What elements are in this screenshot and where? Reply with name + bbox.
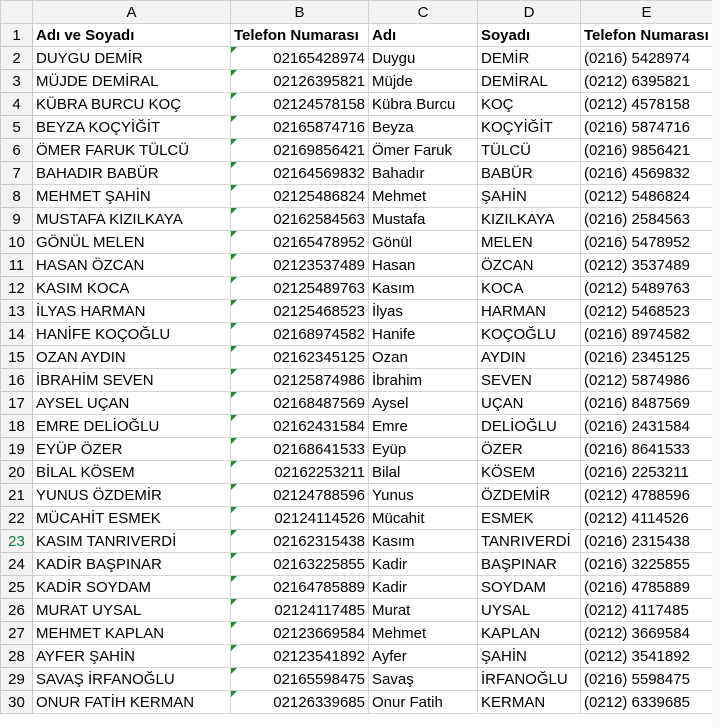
table-row — [1, 507, 713, 530]
cell-e[interactable]: (0212) 3541892 — [581, 645, 713, 668]
column-header-c[interactable]: C — [369, 1, 478, 24]
row-header[interactable]: 24 — [1, 553, 33, 576]
table-row — [1, 47, 713, 70]
row-header[interactable]: 25 — [1, 576, 33, 599]
cell-b[interactable] — [231, 208, 369, 231]
cell-e[interactable]: (0216) 4785889 — [581, 576, 713, 599]
table-row — [1, 162, 713, 185]
cell-e[interactable]: (0216) 3225855 — [581, 553, 713, 576]
cell-e[interactable]: (0212) 5486824 — [581, 185, 713, 208]
cell-c[interactable]: Onur Fatih — [369, 691, 478, 714]
cell-value: 02123537489 — [273, 256, 365, 274]
number-as-text-indicator — [231, 507, 237, 513]
cell-c[interactable]: Duygu — [369, 47, 478, 70]
row-header[interactable]: 3 — [1, 70, 33, 93]
number-as-text-indicator — [231, 254, 237, 260]
cell-d[interactable]: KÖSEM — [478, 461, 581, 484]
cell-e[interactable]: (0216) 2584563 — [581, 208, 713, 231]
number-as-text-indicator — [231, 323, 237, 329]
cell-d[interactable]: SEVEN — [478, 369, 581, 392]
cell-value: 02164569832 — [273, 164, 365, 182]
cell-b[interactable] — [231, 139, 369, 162]
cell-b[interactable] — [231, 415, 369, 438]
cell-b[interactable] — [231, 277, 369, 300]
cell-b[interactable] — [231, 300, 369, 323]
row-header[interactable]: 29 — [1, 668, 33, 691]
cell-c[interactable]: Kadir — [369, 553, 478, 576]
cell-b[interactable] — [231, 116, 369, 139]
cell-a[interactable]: HANİFE KOÇOĞLU — [33, 323, 231, 346]
cell-a[interactable]: HASAN ÖZCAN — [33, 254, 231, 277]
cell-a[interactable]: KASIM TANRIVERDİ — [33, 530, 231, 553]
cell-d[interactable]: TANRIVERDİ — [478, 530, 581, 553]
cell-c[interactable]: Ozan — [369, 346, 478, 369]
number-as-text-indicator — [231, 438, 237, 444]
cell-b[interactable] — [231, 392, 369, 415]
number-as-text-indicator — [231, 530, 237, 536]
table-row — [1, 530, 713, 553]
cell-c[interactable]: İlyas — [369, 300, 478, 323]
row-header[interactable]: 20 — [1, 461, 33, 484]
cell-c[interactable]: Ayfer — [369, 645, 478, 668]
cell-b[interactable] — [231, 461, 369, 484]
cell-e[interactable]: (0212) 5874986 — [581, 369, 713, 392]
number-as-text-indicator — [231, 691, 237, 697]
cell-e[interactable]: (0216) 8974582 — [581, 323, 713, 346]
cell-value: 02124788596 — [273, 486, 365, 504]
number-as-text-indicator — [231, 622, 237, 628]
table-row — [1, 185, 713, 208]
cell-e[interactable]: (0212) 5468523 — [581, 300, 713, 323]
number-as-text-indicator — [231, 599, 237, 605]
cell-d[interactable]: ŞAHİN — [478, 645, 581, 668]
row-header[interactable]: 9 — [1, 208, 33, 231]
cell-value: 02165874716 — [273, 118, 365, 136]
cell-c[interactable]: Yunus — [369, 484, 478, 507]
row-header[interactable]: 16 — [1, 369, 33, 392]
cell-a[interactable]: MUSTAFA KIZILKAYA — [33, 208, 231, 231]
row-header[interactable]: 1 — [1, 24, 33, 47]
cell-a[interactable]: MURAT UYSAL — [33, 599, 231, 622]
row-header[interactable]: 30 — [1, 691, 33, 714]
cell-c[interactable]: Mustafa — [369, 208, 478, 231]
cell-e[interactable]: (0212) 6339685 — [581, 691, 713, 714]
cell-value: 02168487569 — [273, 394, 365, 412]
cell-value: 02165428974 — [273, 49, 365, 67]
table-row — [1, 438, 713, 461]
row-header[interactable]: 17 — [1, 392, 33, 415]
cell-value: 02165478952 — [273, 233, 365, 251]
cell-d[interactable]: UYSAL — [478, 599, 581, 622]
cell-c[interactable]: Kasım — [369, 277, 478, 300]
table-row — [1, 415, 713, 438]
cell-value: 02164785889 — [273, 578, 365, 596]
column-header-b[interactable]: B — [231, 1, 369, 24]
cell-value: 02126395821 — [273, 72, 365, 90]
cell-d[interactable]: AYDIN — [478, 346, 581, 369]
cell-value: 02123669584 — [273, 624, 365, 642]
table-row — [1, 254, 713, 277]
cell-c[interactable]: Kadir — [369, 576, 478, 599]
select-all-corner[interactable] — [1, 1, 33, 24]
cell-c[interactable]: Gönül — [369, 231, 478, 254]
cell-d[interactable]: DELİOĞLU — [478, 415, 581, 438]
cell-value: 02125874986 — [273, 371, 365, 389]
cell-a[interactable]: MEHMET ŞAHİN — [33, 185, 231, 208]
number-as-text-indicator — [231, 93, 237, 99]
number-as-text-indicator — [231, 461, 237, 467]
cell-d[interactable]: UÇAN — [478, 392, 581, 415]
number-as-text-indicator — [231, 139, 237, 145]
cell-b[interactable] — [231, 507, 369, 530]
cell-c[interactable]: Emre — [369, 415, 478, 438]
cell-c[interactable]: Ömer Faruk — [369, 139, 478, 162]
cell-b[interactable] — [231, 254, 369, 277]
column-header-d[interactable]: D — [478, 1, 581, 24]
cell-d[interactable]: KOÇYİĞİT — [478, 116, 581, 139]
cell-e[interactable]: (0216) 2345125 — [581, 346, 713, 369]
row-header[interactable]: 23 — [1, 530, 33, 553]
cell-value: 02168641533 — [273, 440, 365, 458]
number-as-text-indicator — [231, 484, 237, 490]
cell-value: 02125468523 — [273, 302, 365, 320]
cell-b[interactable] — [231, 162, 369, 185]
vertical-scrollbar[interactable] — [712, 0, 720, 728]
table-row — [1, 369, 713, 392]
table-row — [1, 93, 713, 116]
cell-value: 02169856421 — [273, 141, 365, 159]
cell-c1[interactable]: Adı — [369, 24, 478, 47]
cell-b1[interactable]: Telefon Numarası — [231, 24, 369, 47]
cell-a[interactable]: AYFER ŞAHİN — [33, 645, 231, 668]
cell-c[interactable]: Kasım — [369, 530, 478, 553]
row-header[interactable]: 12 — [1, 277, 33, 300]
number-as-text-indicator — [231, 300, 237, 306]
cell-e[interactable]: (0212) 6395821 — [581, 70, 713, 93]
cell-value: 02165598475 — [273, 670, 365, 688]
cell-c[interactable]: Mehmet — [369, 185, 478, 208]
cell-b[interactable] — [231, 70, 369, 93]
cell-b[interactable] — [231, 622, 369, 645]
row-header[interactable]: 4 — [1, 93, 33, 116]
cell-value: 02125489763 — [273, 279, 365, 297]
cell-value: 02162253211 — [274, 463, 365, 481]
row-header[interactable]: 14 — [1, 323, 33, 346]
table-row — [1, 645, 713, 668]
cell-d[interactable]: BAŞPINAR — [478, 553, 581, 576]
cell-d[interactable]: BABÜR — [478, 162, 581, 185]
number-as-text-indicator — [231, 553, 237, 559]
number-as-text-indicator — [231, 415, 237, 421]
cell-e[interactable]: (0216) 5428974 — [581, 47, 713, 70]
cell-value: 02163225855 — [273, 555, 365, 573]
cell-d[interactable]: KOÇ — [478, 93, 581, 116]
cell-e[interactable]: (0216) 4569832 — [581, 162, 713, 185]
cell-e1[interactable]: Telefon Numarası — [581, 24, 713, 47]
cell-a[interactable]: SAVAŞ İRFANOĞLU — [33, 668, 231, 691]
table-row — [1, 691, 713, 714]
table-row — [1, 576, 713, 599]
cell-a[interactable]: KASIM KOCA — [33, 277, 231, 300]
cell-d[interactable]: İRFANOĞLU — [478, 668, 581, 691]
table-row — [1, 208, 713, 231]
cell-a[interactable]: BEYZA KOÇYİĞİT — [33, 116, 231, 139]
cell-d1[interactable]: Soyadı — [478, 24, 581, 47]
cell-c[interactable]: İbrahim — [369, 369, 478, 392]
cell-d[interactable]: ESMEK — [478, 507, 581, 530]
row-header[interactable]: 15 — [1, 346, 33, 369]
number-as-text-indicator — [231, 162, 237, 168]
cell-e[interactable]: (0216) 2431584 — [581, 415, 713, 438]
table-row — [1, 139, 713, 162]
cell-c[interactable]: Mücahit — [369, 507, 478, 530]
table-row — [1, 300, 713, 323]
table-row — [1, 622, 713, 645]
cell-c[interactable]: Bilal — [369, 461, 478, 484]
row-header[interactable]: 28 — [1, 645, 33, 668]
cell-b[interactable] — [231, 691, 369, 714]
cell-b[interactable] — [231, 645, 369, 668]
cell-d[interactable]: HARMAN — [478, 300, 581, 323]
cell-c[interactable]: Murat — [369, 599, 478, 622]
cell-e[interactable]: (0212) 4578158 — [581, 93, 713, 116]
cell-value: 02162431584 — [273, 417, 365, 435]
cell-b[interactable] — [231, 484, 369, 507]
number-as-text-indicator — [231, 70, 237, 76]
number-as-text-indicator — [231, 346, 237, 352]
cell-e[interactable]: (0212) 4114526 — [581, 507, 713, 530]
number-as-text-indicator — [231, 231, 237, 237]
cell-d[interactable]: ÖZER — [478, 438, 581, 461]
row-header[interactable]: 13 — [1, 300, 33, 323]
table-row — [1, 277, 713, 300]
cell-a[interactable]: MÜCAHİT ESMEK — [33, 507, 231, 530]
cell-a[interactable]: EYÜP ÖZER — [33, 438, 231, 461]
cell-b[interactable] — [231, 530, 369, 553]
cell-e[interactable]: (0216) 5598475 — [581, 668, 713, 691]
cell-b[interactable] — [231, 47, 369, 70]
table-row — [1, 116, 713, 139]
column-header-a[interactable]: A — [33, 1, 231, 24]
cell-e[interactable]: (0216) 5478952 — [581, 231, 713, 254]
cell-e[interactable]: (0216) 9856421 — [581, 139, 713, 162]
cell-value: 02123541892 — [273, 647, 365, 665]
cell-e[interactable]: (0216) 5874716 — [581, 116, 713, 139]
cell-c[interactable]: Savaş — [369, 668, 478, 691]
row-header[interactable]: 21 — [1, 484, 33, 507]
table-row — [1, 346, 713, 369]
table-row — [1, 599, 713, 622]
cell-a1[interactable]: Adı ve Soyadı — [33, 24, 231, 47]
row-header[interactable]: 5 — [1, 116, 33, 139]
header-row — [1, 24, 713, 47]
table-row — [1, 461, 713, 484]
cell-value: 02168974582 — [273, 325, 365, 343]
cell-d[interactable]: DEMİR — [478, 47, 581, 70]
cell-c[interactable]: Hanife — [369, 323, 478, 346]
cell-e[interactable]: (0212) 5489763 — [581, 277, 713, 300]
cell-e[interactable]: (0212) 4117485 — [581, 599, 713, 622]
cell-d[interactable]: KOCA — [478, 277, 581, 300]
table-row — [1, 323, 713, 346]
cell-a[interactable]: İLYAS HARMAN — [33, 300, 231, 323]
row-header[interactable]: 18 — [1, 415, 33, 438]
cell-value: 02124578158 — [273, 95, 365, 113]
number-as-text-indicator — [231, 185, 237, 191]
cell-b[interactable] — [231, 323, 369, 346]
table-row — [1, 484, 713, 507]
row-header[interactable]: 26 — [1, 599, 33, 622]
cell-b[interactable] — [231, 185, 369, 208]
cell-a[interactable]: GÖNÜL MELEN — [33, 231, 231, 254]
cell-e[interactable]: (0212) 3669584 — [581, 622, 713, 645]
cell-value: 02124117485 — [274, 601, 365, 619]
column-header-e[interactable]: E — [581, 1, 713, 24]
cell-a[interactable]: DUYGU DEMİR — [33, 47, 231, 70]
row-header[interactable]: 10 — [1, 231, 33, 254]
cell-d[interactable]: ÖZDEMİR — [478, 484, 581, 507]
cell-d[interactable]: TÜLCÜ — [478, 139, 581, 162]
cell-b[interactable] — [231, 369, 369, 392]
row-header[interactable]: 19 — [1, 438, 33, 461]
number-as-text-indicator — [231, 645, 237, 651]
table-row — [1, 231, 713, 254]
cell-a[interactable]: KADİR BAŞPINAR — [33, 553, 231, 576]
cell-c[interactable]: Aysel — [369, 392, 478, 415]
row-header[interactable]: 6 — [1, 139, 33, 162]
row-header[interactable]: 11 — [1, 254, 33, 277]
cell-b[interactable] — [231, 599, 369, 622]
number-as-text-indicator — [231, 277, 237, 283]
cell-d[interactable]: KAPLAN — [478, 622, 581, 645]
cell-e[interactable]: (0216) 2315438 — [581, 530, 713, 553]
cell-a[interactable]: BİLAL KÖSEM — [33, 461, 231, 484]
cell-c[interactable]: Mehmet — [369, 622, 478, 645]
cell-e[interactable]: (0216) 8641533 — [581, 438, 713, 461]
cell-c[interactable]: Hasan — [369, 254, 478, 277]
cell-a[interactable]: KADİR SOYDAM — [33, 576, 231, 599]
cell-a[interactable]: BAHADIR BABÜR — [33, 162, 231, 185]
cell-d[interactable]: MELEN — [478, 231, 581, 254]
cell-a[interactable]: ONUR FATİH KERMAN — [33, 691, 231, 714]
row-header[interactable]: 22 — [1, 507, 33, 530]
cell-d[interactable]: KIZILKAYA — [478, 208, 581, 231]
cell-a[interactable]: MÜJDE DEMİRAL — [33, 70, 231, 93]
cell-b[interactable] — [231, 93, 369, 116]
cell-b[interactable] — [231, 346, 369, 369]
cell-a[interactable]: MEHMET KAPLAN — [33, 622, 231, 645]
cell-value: 02162315438 — [273, 532, 365, 550]
number-as-text-indicator — [231, 47, 237, 53]
table-row — [1, 553, 713, 576]
cell-d[interactable]: ŞAHİN — [478, 185, 581, 208]
table-row — [1, 70, 713, 93]
cell-d[interactable]: KERMAN — [478, 691, 581, 714]
cell-c[interactable]: Kübra Burcu — [369, 93, 478, 116]
number-as-text-indicator — [231, 369, 237, 375]
row-header[interactable]: 7 — [1, 162, 33, 185]
cell-value: 02162584563 — [273, 210, 365, 228]
cell-d[interactable]: ÖZCAN — [478, 254, 581, 277]
cell-value: 02162345125 — [273, 348, 365, 366]
cell-a[interactable]: AYSEL UÇAN — [33, 392, 231, 415]
cell-e[interactable]: (0212) 3537489 — [581, 254, 713, 277]
cell-e[interactable]: (0216) 2253211 — [581, 461, 713, 484]
cell-a[interactable]: YUNUS ÖZDEMİR — [33, 484, 231, 507]
cell-d[interactable]: KOÇOĞLU — [478, 323, 581, 346]
cell-e[interactable]: (0212) 4788596 — [581, 484, 713, 507]
cell-b[interactable] — [231, 438, 369, 461]
number-as-text-indicator — [231, 576, 237, 582]
cell-value: 02125486824 — [273, 187, 365, 205]
cell-b[interactable] — [231, 668, 369, 691]
cell-a[interactable]: KÜBRA BURCU KOÇ — [33, 93, 231, 116]
cell-a[interactable]: OZAN AYDIN — [33, 346, 231, 369]
number-as-text-indicator — [231, 668, 237, 674]
row-header[interactable]: 2 — [1, 47, 33, 70]
number-as-text-indicator — [231, 392, 237, 398]
cell-e[interactable]: (0216) 8487569 — [581, 392, 713, 415]
cell-b[interactable] — [231, 576, 369, 599]
cell-b[interactable] — [231, 553, 369, 576]
cell-d[interactable]: SOYDAM — [478, 576, 581, 599]
cell-c[interactable]: Bahadır — [369, 162, 478, 185]
cell-d[interactable]: DEMİRAL — [478, 70, 581, 93]
cell-b[interactable] — [231, 231, 369, 254]
number-as-text-indicator — [231, 208, 237, 214]
row-header[interactable]: 8 — [1, 185, 33, 208]
cell-a[interactable]: ÖMER FARUK TÜLCÜ — [33, 139, 231, 162]
cell-c[interactable]: Eyüp — [369, 438, 478, 461]
cell-c[interactable]: Beyza — [369, 116, 478, 139]
row-header[interactable]: 27 — [1, 622, 33, 645]
cell-a[interactable]: EMRE DELİOĞLU — [33, 415, 231, 438]
table-row — [1, 392, 713, 415]
cell-a[interactable]: İBRAHİM SEVEN — [33, 369, 231, 392]
number-as-text-indicator — [231, 116, 237, 122]
cell-c[interactable]: Müjde — [369, 70, 478, 93]
column-header-row — [1, 1, 713, 24]
cell-value: 02124114526 — [274, 509, 365, 527]
table-row — [1, 668, 713, 691]
cell-value: 02126339685 — [273, 693, 365, 711]
